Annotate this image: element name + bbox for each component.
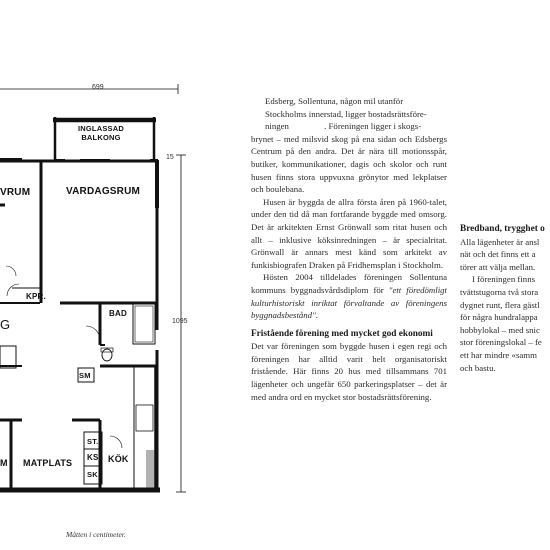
room-label-kitchen: KÖK	[108, 454, 129, 464]
facilities-line: hobbylokal – med snic	[460, 324, 540, 335]
intro-rest: brynet – med milsvid skog på ena sidan och Edsbergs Centrum på den andra. Det är nära till motionsspår, butiker, kommunikationer, dagis och skolor och runt husen finns stora uppvuxna grönytor med lekplatser och boulebana.	[251, 133, 447, 195]
intro-line-2: Stockholms innerstad, ligger bostadsrättsföre-	[265, 108, 427, 119]
award-end: .	[315, 310, 318, 321]
room-label-m: M	[0, 458, 8, 468]
facilities-line: ett har mindre «samm	[460, 349, 537, 360]
dimension-width: 699	[92, 84, 104, 91]
room-label-sk: SK.	[87, 470, 101, 479]
room-label-living: VARDAGSRUM	[66, 186, 141, 197]
award-quote: "ett föredömligt kulturhistoriskt inriktat förvaltande av föreningens byggnadsbestånd"	[251, 284, 447, 321]
facilities-line: för några hundralappa	[460, 312, 538, 323]
intro-line-1: Edsberg, Sollentuna, någon mil utanför	[265, 96, 404, 106]
facilities-line: I föreningen finns	[472, 274, 536, 285]
dimension-tick: 15	[166, 154, 174, 161]
facilities-line: dygnet runt, flera gästl	[460, 299, 540, 310]
room-label-st: ST.	[87, 437, 99, 446]
text-column-1	[251, 95, 447, 403]
plan-caption: Måtten i centimeter.	[66, 530, 126, 539]
intro-line-3: ningen . Föreningen ligger i skogs-	[265, 121, 422, 132]
room-label-dining: MATPLATS	[23, 458, 73, 468]
room-label-vrum: VRUM	[0, 187, 31, 198]
facilities-line: tvättstugorna två stora	[460, 286, 539, 297]
facilities-line: stor föreningslokal – fe	[460, 337, 542, 348]
room-label-kpr: KPR.	[26, 292, 46, 301]
dimension-height: 1095	[172, 318, 188, 325]
room-label-bad: BAD	[109, 309, 127, 318]
facilities-line: och bastu.	[460, 362, 496, 373]
intro-paragraph	[251, 95, 447, 196]
room-label-sm: SM	[79, 371, 91, 380]
award-text: Hösten 2004 tilldelades föreningen Sollentuna kommuns byggnadsvårdsdiplom för	[251, 272, 447, 295]
broadband-line: Alla lägenheter är ansl	[460, 236, 540, 247]
broadband-line: törer att välja mellan.	[460, 261, 536, 272]
text-column-2	[460, 223, 550, 374]
economy-paragraph: Det var föreningen som byggde husen i egen regi och föreningen har alltid varit helt organisatoriskt fristående. Här finns 20 hus med tillsammans 701 lägenheter och ungefär 650 parkeringsplatser – det är med andra ord en mycket stor bostadsrättsförening.	[251, 341, 447, 402]
section-heading-economy: Fristående förening med mycket god ekonomi	[251, 328, 433, 339]
room-label-balcony: INGLASSAD BALKONG	[78, 124, 124, 142]
section-heading-broadband: Bredband, trygghet o	[460, 224, 545, 234]
award-paragraph	[251, 271, 447, 321]
broadband-line: nät och det finns ett a	[460, 249, 536, 260]
history-paragraph: Husen är byggda de allra första åren på 1960-talet, under den tid då man fortfarande byggde med omsorg. Det är arkitekten Ernst Grönwall som ritat husen och allt – inklusive köksinredningen – är specialritat. Grönwall är annars mest känd som arkitekt av funkisbiografen Draken på Fridhemsplan i Stockholm.	[251, 196, 447, 270]
room-label-ks: KS	[87, 453, 99, 462]
floor-plan	[0, 0, 235, 550]
room-label-g: G	[0, 317, 11, 332]
